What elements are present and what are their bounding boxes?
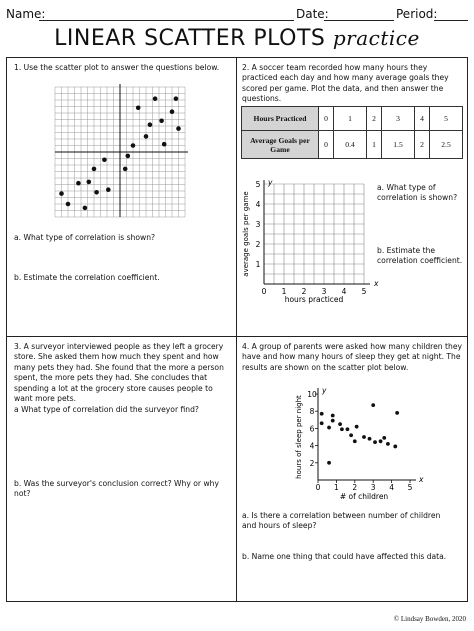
data-point [382, 436, 386, 440]
data-point [373, 440, 377, 444]
q2-question-a: a. What type of correlation is shown? [377, 183, 458, 203]
data-point [59, 191, 64, 196]
data-point [66, 202, 71, 207]
q1-prompt: 1. Use the scatter plot to answer the questions below. [14, 63, 220, 72]
q2-question-b: b. Estimate the correlation coefficient. [377, 246, 463, 266]
table-cell: 1 [366, 131, 381, 159]
data-point [331, 414, 335, 418]
q4-question-b: b. Name one thing that could have affected this data. [242, 552, 447, 561]
data-point [144, 134, 149, 139]
x-tick-label: 0 [315, 483, 321, 492]
vertical-divider [236, 57, 237, 602]
data-point [331, 419, 335, 423]
x-tick-label: 4 [341, 287, 347, 296]
q4-scatter-plot [290, 384, 424, 506]
table-cell: 4 [414, 107, 429, 131]
period-line[interactable] [434, 20, 468, 21]
title-accent: practice [332, 26, 420, 50]
y-tick-label: 6 [309, 424, 315, 434]
data-point [76, 181, 81, 186]
data-point [393, 445, 397, 449]
data-point [320, 421, 324, 425]
x-tick-label: 3 [321, 287, 327, 296]
data-point [368, 437, 372, 441]
data-point [174, 96, 179, 101]
x-axis-letter: x [374, 279, 379, 288]
name-line[interactable] [39, 20, 294, 21]
data-point [371, 403, 375, 407]
x-axis-letter: x [419, 475, 424, 484]
data-point [353, 439, 357, 443]
data-point [338, 422, 342, 426]
table-cell: 1.5 [382, 131, 415, 159]
date-line[interactable] [324, 20, 394, 21]
title-main: LINEAR SCATTER PLOTS [54, 26, 326, 51]
data-point [102, 158, 107, 163]
x-tick-label: 1 [334, 483, 339, 492]
q1-question-b: b. Estimate the correlation coefficient. [14, 273, 160, 282]
data-point [349, 433, 353, 437]
data-point [162, 142, 167, 147]
table-cell: 2.5 [430, 131, 463, 159]
y-tick-label: 1 [255, 260, 261, 269]
data-point [87, 180, 92, 185]
data-point [92, 167, 97, 172]
data-point [126, 154, 131, 159]
x-axis-label: hours practiced [284, 295, 344, 304]
data-point [355, 425, 359, 429]
data-point [340, 427, 344, 431]
data-point [170, 109, 175, 114]
y-axis-label: hours of sleep per night [295, 395, 303, 479]
x-axis-label: # of children [339, 492, 389, 501]
q4-question-a: a. Is there a correlation between number of children and hours of sleep? [242, 511, 441, 531]
table-cell: 0 [319, 107, 334, 131]
x-tick-label: 5 [361, 287, 367, 296]
table-cell: 0.4 [334, 131, 367, 159]
q2-prompt: 2. A soccer team recorded how many hours they practiced each day and how many average goals they scored per game. Plot the data, and then answer the questions. [242, 63, 449, 104]
y-axis-label: average goals per game [242, 191, 250, 277]
x-tick-label: 0 [261, 287, 267, 296]
data-point [176, 126, 181, 131]
data-point [395, 411, 399, 415]
data-point [106, 187, 111, 192]
data-point [346, 427, 350, 431]
data-point [379, 439, 383, 443]
y-tick-label: 4 [309, 441, 315, 451]
data-point [153, 96, 158, 101]
data-point [136, 106, 141, 111]
data-point [327, 426, 331, 430]
data-point [83, 206, 88, 211]
y-tick-label: 10 [307, 390, 317, 399]
data-point [362, 435, 366, 439]
y-axis-letter: y [322, 386, 327, 395]
table-row [242, 107, 463, 131]
date-label: Date: [296, 7, 329, 21]
q2-blank-graph [238, 176, 379, 310]
data-point [148, 122, 153, 127]
data-point [94, 190, 99, 195]
table-cell: 2 [366, 107, 381, 131]
table-cell: 5 [430, 107, 463, 131]
page-header [6, 5, 468, 23]
x-tick-label: 2 [301, 287, 307, 296]
q2-data-table [241, 106, 463, 159]
x-tick-label: 2 [352, 483, 358, 492]
copyright-notice: © Lindsay Bowden, 2020 [393, 615, 466, 623]
q3-question-b: b. Was the surveyor's conclusion correct? Why or why not? [14, 479, 219, 499]
x-tick-label: 3 [370, 483, 376, 492]
data-point [123, 167, 128, 172]
table-cell: 2 [414, 131, 429, 159]
table-row-header: Average Goals per Game [242, 131, 319, 159]
page-title [0, 26, 474, 51]
table-cell: 1 [334, 107, 367, 131]
y-tick-label: 2 [255, 240, 261, 249]
y-tick-label: 4 [255, 200, 261, 209]
y-tick-label: 5 [255, 180, 261, 189]
name-label: Name: [6, 7, 46, 21]
y-tick-label: 2 [309, 458, 315, 468]
q1-question-a: a. What type of correlation is shown? [14, 233, 156, 242]
x-tick-label: 1 [281, 287, 287, 296]
period-label: Period: [396, 7, 438, 21]
horizontal-divider [6, 336, 468, 337]
y-axis-letter: y [268, 178, 273, 187]
table-row [242, 131, 463, 159]
y-tick-label: 8 [309, 407, 315, 417]
table-row-header: Hours Practiced [242, 107, 319, 131]
data-point [386, 442, 390, 446]
table-cell: 3 [382, 107, 415, 131]
data-point [131, 143, 136, 148]
q3-prompt: 3. A surveyor interviewed people as they left a grocery store. She asked them how much they spent and how many pets they had. She found that the more a person spent, the more pets they had. She concludes that spending a lot at the grocery store causes people to want more pets. [14, 342, 224, 404]
data-point [159, 119, 164, 124]
q3-question-a: a What type of correlation did the surveyor find? [14, 405, 199, 414]
x-tick-label: 5 [407, 483, 413, 492]
table-cell: 0 [319, 131, 334, 159]
y-tick-label: 3 [255, 220, 261, 229]
data-point [320, 412, 324, 416]
x-tick-label: 4 [389, 483, 394, 492]
q1-scatter-plot [50, 82, 190, 222]
data-point [327, 461, 331, 465]
q4-prompt: 4. A group of parents were asked how many children they have and how many hours of sleep they get at night. The results are shown on the scatter plot below. [242, 342, 462, 372]
